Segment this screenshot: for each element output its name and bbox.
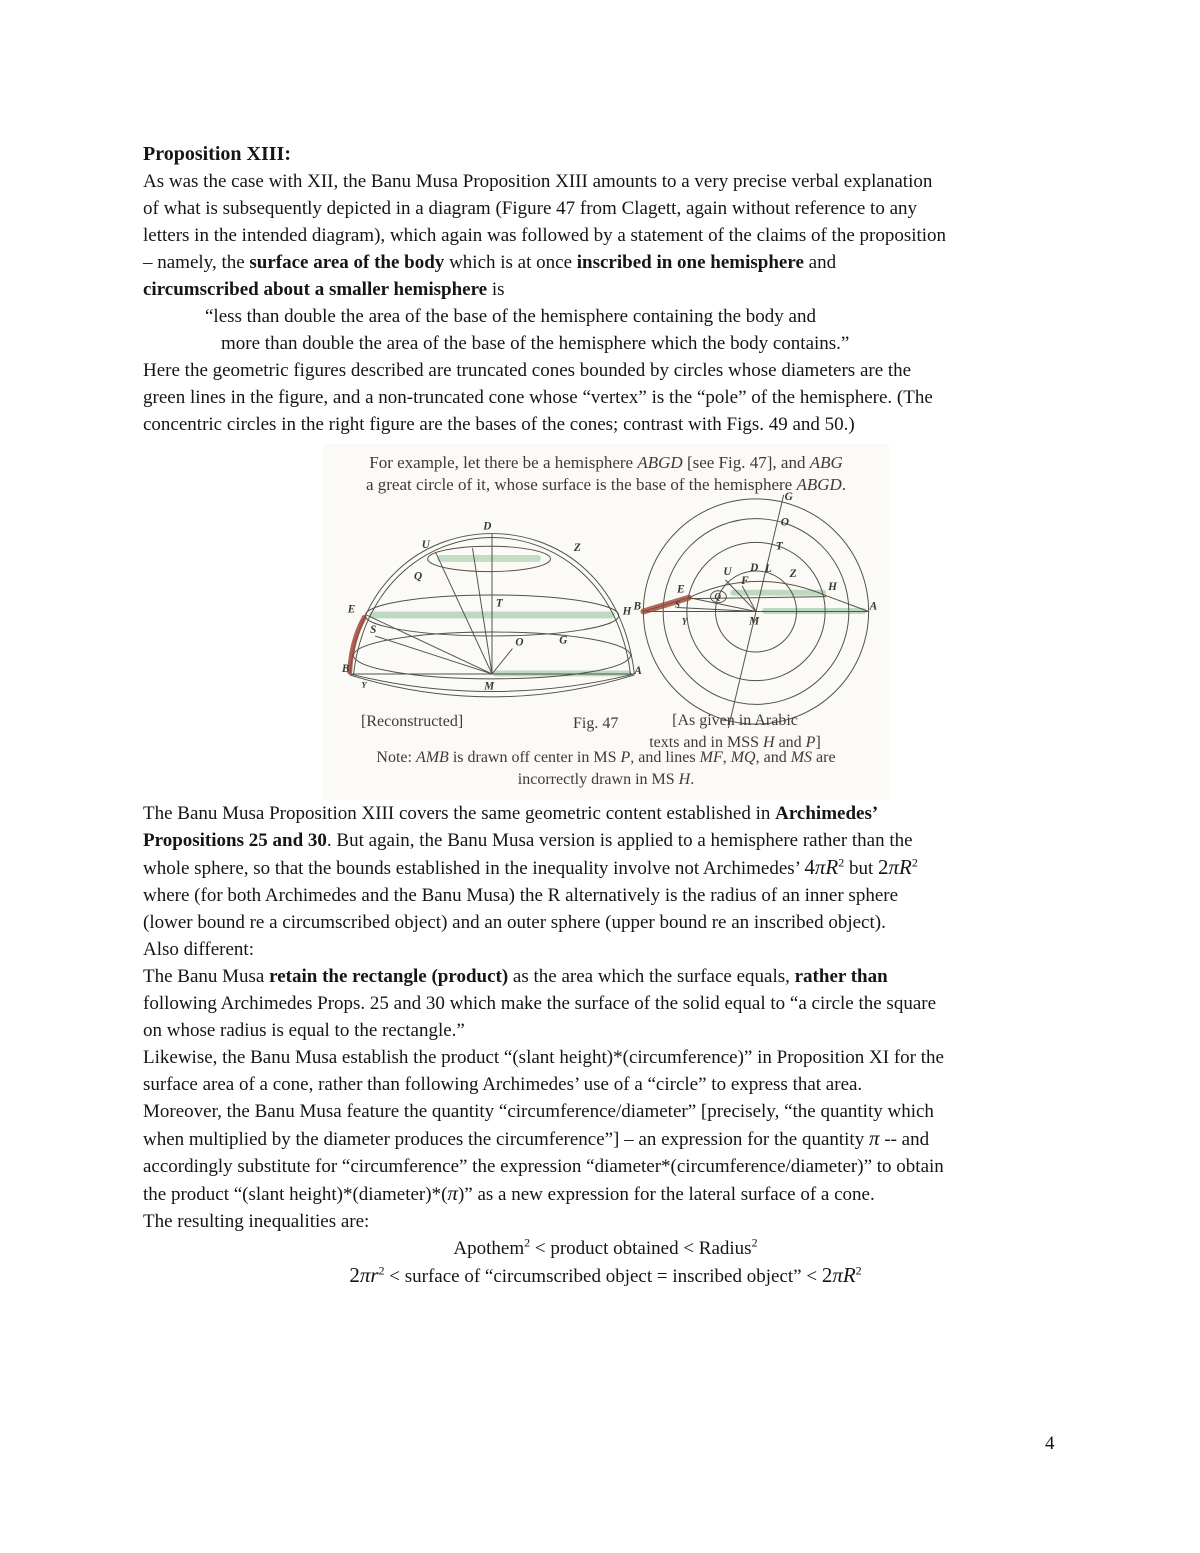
label-U: U [421,539,430,552]
figure-note-line-2: incorrectly drawn in MS H. [517,771,695,788]
label-Y: Y [681,616,688,627]
label-H: H [828,580,837,593]
caption-arabic-line-2: texts and in MSS H and P] [649,734,821,751]
paragraph-geometric-figures: Here the geometric figures described are truncated cones bounded by circles whose diameters are the green lines in the figure, and a non-truncated cone whose “vertex” is the “pole” of the hemisphere. (The concentric circles in the right figure are the bases of the cones; contrast with Figs. 49 and 50.) [143,360,933,435]
label-L: L [764,562,772,575]
concentric-circles-diagram [631,488,881,733]
figure-intro-line-2: a great circle of it, whose surface is the base of the hemisphere ABGD. [365,475,847,494]
line-m-s [375,636,492,674]
label-T: T [495,597,503,610]
hemisphere-diagram [337,516,647,711]
label-O: O [515,636,524,649]
caption-reconstructed: [Reconstructed] [361,713,464,730]
paragraph-also-different: Also different: The Banu Musa retain the rectangle (product) as the area which the surface equals, rather than following Archimedes Props. 25 and 30 which make the surface of the solid equal to “a circle the square on whose radius is equal to the rectangle.” [143,939,937,1041]
paragraph-inequalities-intro: The resulting inequalities are: [143,1211,370,1232]
label-H: H [622,605,632,618]
label-Z: Z [789,567,797,580]
label-D: D [750,561,759,574]
label-U: U [723,565,732,578]
label-M: M [484,680,495,693]
page-title: Proposition XIII: [143,143,291,165]
label-S: S [370,624,377,636]
label-A: A [634,664,642,677]
page-number: 4 [1045,1433,1055,1454]
figure-note-line-1: Note: AMB is drawn off center in MS P, and lines MF, MQ, and MS are [376,749,836,766]
label-Z: Z [573,542,581,555]
label-D: D [483,520,492,533]
label-Q: Q [414,570,423,583]
label-F: F [741,574,749,587]
red-segment-b-e [643,598,688,612]
figure-47 [323,444,889,800]
quote-line-2: more than double the area of the base of the hemisphere which the body contains.” [221,333,850,354]
label-S: S [674,599,680,610]
document-content [143,0,1068,1290]
caption-arabic-line-1: [As given in Arabic [672,712,798,729]
paragraph-likewise: Likewise, the Banu Musa establish the product “(slant height)*(circumference)” in Proposition XI for the surface area of a cone, rather than following Archimedes’ use of a “circle” to express that area. [143,1047,944,1095]
label-E: E [676,583,685,596]
label-O: O [780,516,789,529]
figure-note [323,747,889,791]
label-B: B [633,600,642,613]
figure-intro-line-1: For example, let there be a hemisphere ABGD [see Fig. 47], and ABG [369,453,843,472]
paragraph-intro: As was the case with XII, the Banu Musa Proposition XIII amounts to a very precise verbal explanation of what is subsequently depicted in a diagram (Figure 47 from Clagett, again without reference to any letters in the intended diagram), which again was followed by a statement of the claims of the proposition – namely, the surface area of the body which is at once inscribed in one hemisphere and circumscribed about a smaller hemisphere is [143,171,947,300]
paragraph-archimedes: The Banu Musa Proposition XIII covers the same geometric content established in Archimedes’ Propositions 25 and 30. But again, the Banu Musa version is applied to a hemisphere rather than the whole sphere, so that the bounds established in the inequality involve not Archimedes’ $4\pi R^2$ but $2\pi R^2$ where (for both Archimedes and the Banu Musa) the R alternatively is the radius of an inner sphere (lower bound re a circumscribed object) and an outer sphere (upper bound re an inscribed object). [143,803,918,933]
quote-line-1: “less than double the area of the base of the hemisphere containing the body and [205,306,816,327]
label-T: T [775,540,783,553]
label-B: B [341,663,350,675]
line-m-o [492,649,512,674]
label-A: A [869,600,878,613]
green-band-top [437,555,540,562]
label-Y: Y [361,679,367,690]
inequality-line-1: Apothem$^2$ < product obtained < Radius$^2$ [453,1235,758,1259]
label-E: E [347,603,356,616]
line-m-top [473,548,493,674]
label-G: G [784,490,793,503]
caption-fig-47: Fig. 47 [573,715,619,732]
label-M: M [749,615,760,628]
label-Q: Q [714,591,721,602]
label-G: G [559,634,568,647]
chord-e-h [689,597,826,599]
paragraph-moreover: Moreover, the Banu Musa feature the quantity “circumference/diameter” [precisely, “the quantity which when multiplied by the diameter produces the circumference”] – an expression for the quantity π -- and accordingly substitute for “circumference” the expression “diameter*(circumference/diameter)” to obtain the product “(slant height)*(diameter)*(π)” as a new expression for the lateral surface of a cone. [143,1101,944,1205]
line-m-e [365,614,492,673]
inequality-line-2: $2\pi r^2$ < surface of “circumscribed object = inscribed object” < $2\pi R^2$ [349,1263,862,1287]
